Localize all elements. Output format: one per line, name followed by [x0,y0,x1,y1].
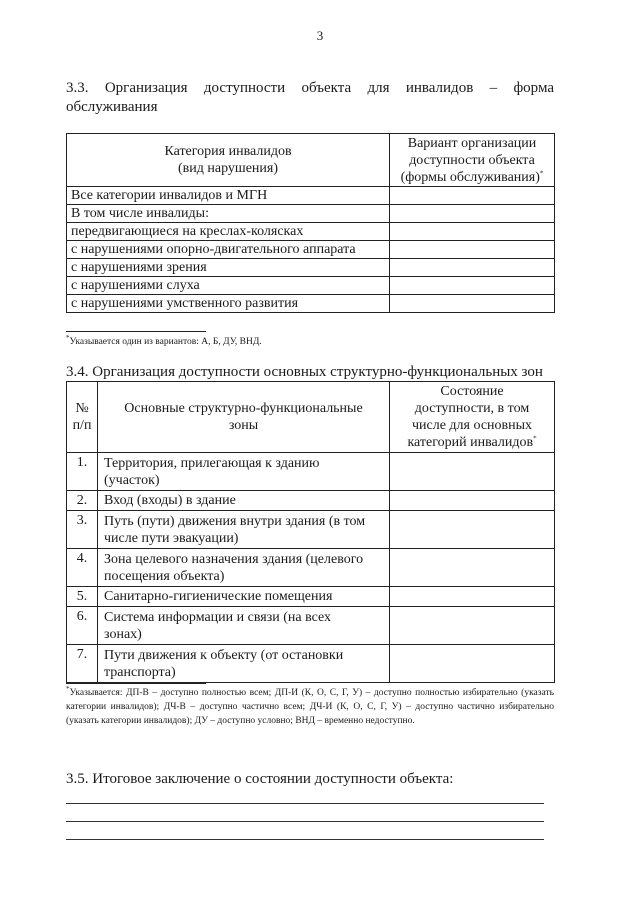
conclusion-blank-line[interactable] [66,839,544,840]
category-cell: В том числе инвалиды: [67,205,390,223]
table-row [67,223,555,241]
header-text: категорий инвалидов [407,435,534,450]
zone-cell [98,549,390,587]
table-row [67,549,555,587]
footnote-3-3 [66,335,554,349]
variant-cell[interactable] [390,259,555,277]
footnote-divider [66,331,206,332]
table-row [67,607,555,645]
footnote-marker: * [66,684,70,693]
row-number: 2. [67,491,98,511]
section-3-3-heading: 3.3. Организация доступности объекта для инвалидов – форма [66,80,554,96]
footnote-text: Указывается один из вариантов: А, Б, ДУ, ВНД. [69,337,262,347]
zone-line: Санитарно-гигиенические помещения [104,589,333,604]
zone-line: посещения объекта) [104,568,225,584]
header-line [394,434,550,451]
status-cell[interactable] [390,587,555,607]
status-cell[interactable] [390,511,555,549]
status-cell[interactable] [390,549,555,587]
header-line: числе для основных [411,418,533,433]
zone-line: Система информации и связи (на всех [104,609,332,625]
category-cell: с нарушениями опорно-двигательного аппарата [67,241,390,259]
row-number: 7. [67,645,98,683]
zone-line: Пути движения к объекту (от остановки [104,647,344,663]
row-number: 3. [67,511,98,549]
footnote-3-4 [66,686,554,728]
status-cell[interactable] [390,645,555,683]
zone-line: (участок) [104,472,160,488]
table-row [67,453,555,491]
zone-cell [98,491,390,511]
header-line: Состояние [440,384,504,399]
header-line: № [75,401,89,416]
header-line: Основные структурно-функциональные [124,401,363,416]
variant-cell[interactable] [390,223,555,241]
table-row [67,259,555,277]
footnote-marker: * [539,168,544,177]
table-row [67,295,555,313]
category-column-header [67,134,390,187]
zone-line: числе пути эвакуации) [104,530,239,546]
number-column-header [67,382,98,453]
zone-line: зонах) [104,626,142,642]
category-cell: с нарушениями слуха [67,277,390,295]
header-line [394,169,550,186]
zone-cell [98,511,390,549]
section-3-3-heading-cont: обслуживания [66,99,158,115]
header-line: (вид нарушения) [178,161,278,176]
footnote-marker: * [533,434,537,443]
variant-cell[interactable] [390,187,555,205]
footnote-divider [66,683,206,684]
section-3-4-heading: 3.4. Организация доступности основных структурно-функциональных зон [66,364,543,380]
header-line: Категория инвалидов [164,144,292,159]
category-cell: с нарушениями умственного развития [67,295,390,313]
table-row [67,187,555,205]
conclusion-blank-line[interactable] [66,803,544,804]
header-line: зоны [228,418,259,433]
zone-line: транспорта) [104,664,176,680]
footnote-text: Указывается: ДП-В – доступно полностью всем; ДП-И (К, О, С, Г, У) – доступно полностью избирательно (указать категории инвалидов); ДЧ-В – доступно частично всем; ДЧ-И (К, О, С, Г, У) – доступно частично избирательно (указать категории инвалидов); ДУ – доступно условно; ВНД – временно недоступно. [66,688,554,726]
table-row [67,645,555,683]
header-line: Вариант организации [407,135,537,151]
table-header-row [67,134,555,187]
header-text: (формы обслуживания) [400,169,540,185]
zone-cell [98,453,390,491]
row-number: 4. [67,549,98,587]
status-cell[interactable] [390,491,555,511]
category-cell: Все категории инвалидов и МГН [67,187,390,205]
table-row [67,511,555,549]
page-number: 3 [316,28,324,43]
zone-cell [98,645,390,683]
header-line: доступности, в том [414,401,530,416]
variant-cell[interactable] [390,277,555,295]
status-cell[interactable] [390,453,555,491]
section-3-5-heading: 3.5. Итоговое заключение о состоянии доступности объекта: [66,771,454,787]
zone-line: Путь (пути) движения внутри здания (в том [104,513,366,529]
row-number: 5. [67,587,98,607]
zone-cell [98,607,390,645]
table-header-row [67,382,555,453]
zone-line: Зона целевого назначения здания (целевого [104,551,364,567]
zone-line: Территория, прилегающая к зданию [104,455,320,471]
row-number: 1. [67,453,98,491]
disability-category-table [66,133,555,313]
table-row [67,491,555,511]
variant-cell[interactable] [390,295,555,313]
header-line: п/п [72,418,92,433]
header-line: доступности объекта [409,152,535,168]
conclusion-blank-line[interactable] [66,821,544,822]
variant-cell[interactable] [390,241,555,259]
variant-column-header [390,134,555,187]
category-cell: передвигающиеся на креслах-колясках [67,223,390,241]
accessibility-column-header [390,382,555,453]
table-row [67,277,555,295]
zone-column-header [98,382,390,453]
footnote-marker: * [66,333,70,342]
table-row [67,587,555,607]
functional-zones-table [66,381,555,683]
zone-cell [98,587,390,607]
zone-line: Вход (входы) в здание [104,493,236,508]
status-cell[interactable] [390,607,555,645]
category-cell: с нарушениями зрения [67,259,390,277]
table-row [67,241,555,259]
variant-cell[interactable] [390,205,555,223]
row-number: 6. [67,607,98,645]
table-row [67,205,555,223]
